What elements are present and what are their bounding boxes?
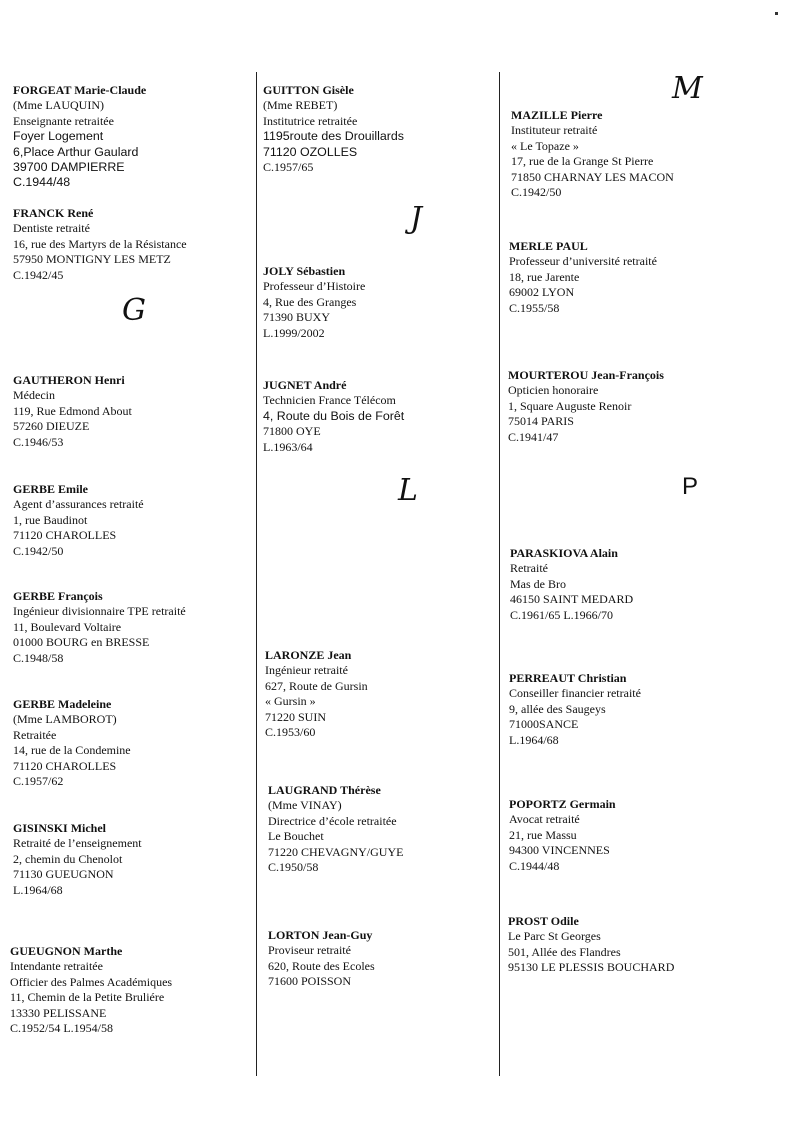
entry-line: Retraité — [510, 561, 548, 576]
entry-line: 71600 POISSON — [268, 974, 352, 989]
entry-line: 01000 BOURG en BRESSE — [13, 635, 150, 650]
entry-line: Intendante retraitée — [10, 959, 103, 974]
entry-line: 69002 LYON — [509, 285, 575, 300]
directory-entry — [13, 373, 132, 450]
entry-name: GISINSKI Michel — [13, 821, 107, 835]
entry-line: 71390 BUXY — [263, 310, 331, 325]
entry-line: Professeur d’Histoire — [263, 279, 366, 294]
entry-line: 119, Rue Edmond About — [13, 403, 132, 418]
directory-entry — [13, 821, 142, 898]
entry-name: MERLE PAUL — [509, 239, 588, 253]
entry-line: Médecin — [13, 388, 55, 403]
directory-entry — [508, 368, 664, 445]
entry-line: « Le Topaze » — [511, 138, 579, 153]
entry-line: C.1942/50 — [511, 185, 562, 200]
directory-entry — [13, 589, 186, 666]
entry-name: LAUGRAND Thérèse — [268, 783, 381, 797]
entry-line: C.1957/65 — [263, 160, 314, 175]
entry-line: 4, Rue des Granges — [263, 294, 357, 309]
entry-line: Enseignante retraitée — [13, 113, 114, 128]
entry-name: POPORTZ Germain — [509, 797, 616, 811]
entry-line: 57950 MONTIGNY LES METZ — [13, 252, 171, 267]
directory-entry — [13, 83, 146, 191]
entry-line: Dentiste retraité — [13, 221, 90, 236]
entry-line: 501, Allée des Flandres — [508, 944, 621, 959]
entry-line: 1, rue Baudinot — [13, 512, 88, 527]
entry-line: 11, Chemin de la Petite Bruliére — [10, 990, 165, 1005]
entry-line: 57260 DIEUZE — [13, 419, 90, 434]
entry-line: 17, rue de la Grange St Pierre — [511, 154, 654, 169]
directory-entry — [263, 264, 365, 341]
directory-entry — [268, 928, 375, 990]
section-letter-m: M — [672, 71, 703, 106]
entry-line: 2, chemin du Chenolot — [13, 851, 123, 866]
entry-line: 71120 CHAROLLES — [13, 528, 117, 543]
entry-name: MOURTEROU Jean-François — [508, 368, 664, 382]
entry-line: L.1999/2002 — [263, 325, 325, 340]
entry-line: Instituteur retraité — [511, 123, 598, 138]
directory-entry — [263, 378, 404, 455]
entry-line: C.1955/58 — [509, 300, 560, 315]
entry-line: 39700 DAMPIERRE — [13, 160, 125, 175]
entry-line: 71850 CHARNAY LES MACON — [511, 169, 674, 184]
entry-name: MAZILLE Pierre — [511, 108, 603, 122]
entry-line: 71220 CHEVAGNY/GUYE — [268, 844, 404, 859]
entry-line: 95130 LE PLESSIS BOUCHARD — [508, 960, 675, 975]
entry-name: GERBE Madeleine — [13, 697, 112, 711]
entry-name: GERBE François — [13, 589, 103, 603]
entry-line: 71800 OYE — [263, 424, 321, 439]
entry-line: Institutrice retraitée — [263, 113, 358, 128]
directory-entry — [265, 648, 368, 740]
directory-entry — [263, 83, 404, 175]
entry-name: GAUTHERON Henri — [13, 373, 125, 387]
entry-line: C.1941/47 — [508, 429, 559, 444]
section-letter-p: P — [682, 473, 699, 500]
entry-line: L.1964/68 — [13, 882, 63, 897]
entry-line: Retraitée — [13, 727, 57, 742]
entry-line: C.1946/53 — [13, 434, 64, 449]
directory-entry — [13, 697, 131, 789]
entry-line: 9, allée des Saugeys — [509, 701, 606, 716]
entry-line: Technicien France Télécom — [263, 393, 396, 408]
entry-line: Le Parc St Georges — [508, 929, 601, 944]
entry-name: PROST Odile — [508, 914, 579, 928]
column-divider-left — [256, 72, 257, 1076]
entry-line: 71120 OZOLLES — [263, 144, 358, 159]
entry-line: C.1950/58 — [268, 860, 319, 875]
scan-speck — [775, 12, 778, 15]
entry-line: Opticien honoraire — [508, 383, 599, 398]
entry-line: C.1948/58 — [13, 650, 64, 665]
directory-entry — [508, 914, 674, 976]
entry-name: FRANCK René — [13, 206, 94, 220]
entry-line: Professeur d’université retraité — [509, 254, 657, 269]
directory-entry — [509, 671, 641, 748]
entry-line: C.1944/48 — [13, 175, 71, 190]
entry-line: 71000SANCE — [509, 717, 579, 732]
entry-line: C.1957/62 — [13, 774, 64, 789]
directory-entry — [511, 108, 674, 200]
entry-name: GUEUGNON Marthe — [10, 944, 123, 958]
directory-entry — [13, 206, 187, 283]
entry-line: Foyer Logement — [13, 129, 104, 144]
entry-name: GUITTON Gisèle — [263, 83, 354, 97]
entry-line: 21, rue Massu — [509, 827, 577, 842]
entry-line: C.1952/54 L.1954/58 — [10, 1021, 114, 1036]
directory-entry — [13, 482, 144, 559]
entry-line: 71120 CHAROLLES — [13, 758, 117, 773]
entry-line: 627, Route de Gursin — [265, 678, 368, 693]
entry-name: GERBE Emile — [13, 482, 89, 496]
entry-line: Directrice d’école retraitée — [268, 813, 397, 828]
entry-name: JUGNET André — [263, 378, 347, 392]
entry-name: JOLY Sébastien — [263, 264, 346, 278]
entry-line: 46150 SAINT MEDARD — [510, 592, 634, 607]
entry-line: 16, rue des Martyrs de la Résistance — [13, 236, 187, 251]
entry-line: Avocat retraité — [509, 812, 580, 827]
directory-entry — [268, 783, 403, 875]
directory-entry — [509, 239, 657, 316]
entry-line: 71220 SUIN — [265, 709, 327, 724]
entry-line: C.1942/45 — [13, 267, 64, 282]
entry-line: 1195route des Drouillards — [263, 129, 404, 144]
entry-line: 18, rue Jarente — [509, 269, 580, 284]
entry-line: 94300 VINCENNES — [509, 843, 610, 858]
entry-line: Agent d’assurances retraité — [13, 497, 144, 512]
entry-line: C.1942/50 — [13, 543, 64, 558]
entry-name: LORTON Jean-Guy — [268, 928, 373, 942]
entry-line: 11, Boulevard Voltaire — [13, 619, 122, 634]
directory-entry — [510, 546, 633, 623]
entry-name: FORGEAT Marie-Claude — [13, 83, 147, 97]
entry-line: 6,Place Arthur Gaulard — [13, 144, 139, 159]
entry-line: C.1961/65 L.1966/70 — [510, 607, 614, 622]
directory-entry — [509, 797, 616, 874]
entry-line: (Mme REBET) — [263, 98, 338, 113]
section-letter-g: G — [122, 293, 146, 328]
entry-line: (Mme LAMBOROT) — [13, 712, 117, 727]
entry-line: 4, Route du Bois de Forêt — [263, 408, 405, 423]
entry-line: L.1963/64 — [263, 439, 313, 454]
entry-line: 71130 GUEUGNON — [13, 867, 114, 882]
entry-name: PARASKIOVA Alain — [510, 546, 618, 560]
entry-line: (Mme LAUQUIN) — [13, 98, 104, 113]
section-letter-l: L — [398, 473, 418, 508]
entry-line: Proviseur retraité — [268, 943, 351, 958]
entry-line: 13330 PELISSANE — [10, 1005, 107, 1020]
entry-line: (Mme VINAY) — [268, 798, 342, 813]
directory-entry — [10, 944, 172, 1036]
entry-line: L.1964/68 — [509, 732, 559, 747]
entry-line: 14, rue de la Condemine — [13, 743, 131, 758]
entry-line: Ingénieur divisionnaire TPE retraité — [13, 604, 186, 619]
entry-line: Le Bouchet — [268, 829, 324, 844]
section-letter-j: J — [410, 201, 423, 236]
entry-line: 1, Square Auguste Renoir — [508, 398, 632, 413]
entry-name: PERREAUT Christian — [509, 671, 627, 685]
entry-line: Officier des Palmes Académiques — [10, 974, 173, 989]
entry-line: C.1953/60 — [265, 725, 316, 740]
entry-line: 620, Route des Ecoles — [268, 958, 375, 973]
entry-line: Ingénieur retraité — [265, 663, 348, 678]
entry-line: C.1944/48 — [509, 858, 560, 873]
entry-line: Mas de Bro — [510, 576, 566, 591]
entry-line: « Gursin » — [265, 694, 316, 709]
entry-name: LARONZE Jean — [265, 648, 352, 662]
entry-line: Retraité de l’enseignement — [13, 836, 142, 851]
entry-line: Conseiller financier retraité — [509, 686, 641, 701]
column-divider-right — [499, 72, 500, 1076]
entry-line: 75014 PARIS — [508, 414, 574, 429]
